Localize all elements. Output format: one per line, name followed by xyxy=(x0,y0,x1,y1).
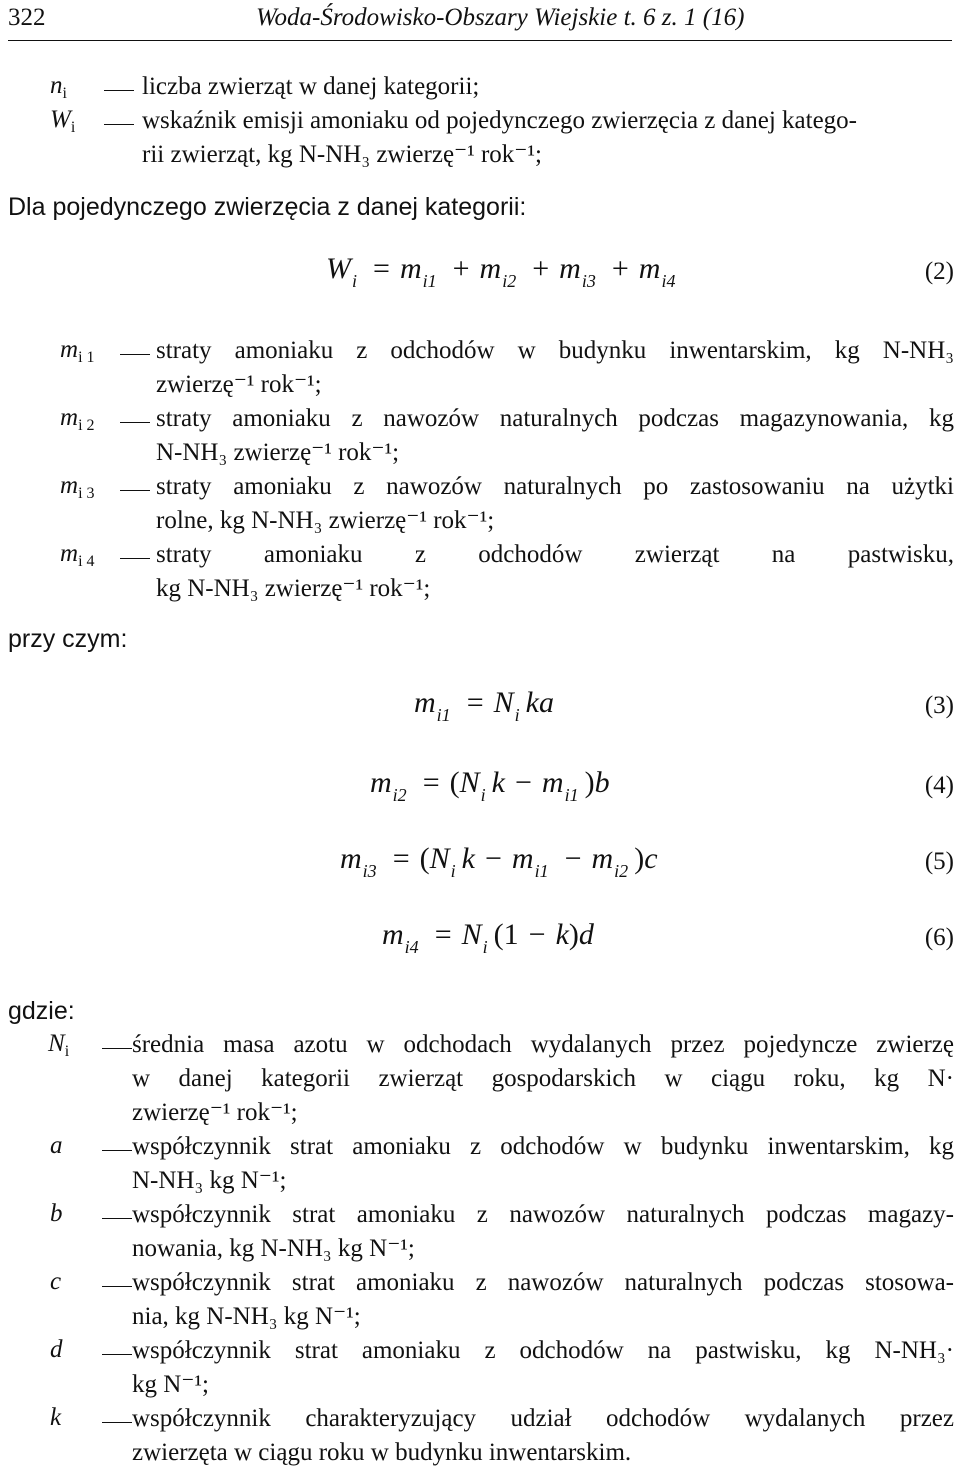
symbol-w-i: $W_i$ xyxy=(50,106,76,136)
dash xyxy=(120,422,150,423)
symbol-n-i: $n_i$ xyxy=(50,72,67,102)
symbol-n-i-cap: $N_i$ xyxy=(48,1030,70,1060)
equation-5: $m_{i3} = (N_i$ $k - m_{i1} - m_{i2}$ )c xyxy=(340,842,658,881)
equation-3: $m_{i1} = N_i$ ka xyxy=(414,686,554,725)
def-n-i-cap: średnia masa azotu w odchodach wydalanych przez pojedyncze zwierzę w danej kategorii zwierząt gospodarskich w ciągu roku, kg N· zwierzę⁻¹ rok⁻¹; xyxy=(132,1031,954,1126)
equation-number-6: (6) xyxy=(924,924,954,951)
dash xyxy=(104,124,134,125)
symbol-k: k xyxy=(50,1404,62,1431)
symbol-d: d xyxy=(50,1336,63,1363)
dash xyxy=(102,1048,132,1049)
page-number: 322 xyxy=(8,4,46,31)
gdzie-label: gdzie: xyxy=(8,997,75,1025)
symbol-m-i2: $m_{i 2}$ xyxy=(60,404,95,434)
def-m-i3: straty amoniaku z nawozów naturalnych po zastosowaniu na użytki rolne, kg N-NH₃ zwierzę⁻¹ rok⁻¹; xyxy=(156,473,954,534)
equation-4: $m_{i2} = (N_i$ $k - m_{i1}$ )b xyxy=(370,766,610,805)
przy-czym-label: przy czym: xyxy=(8,625,128,653)
equation-6: $m_{i4} = N_i$ (1 − k)d xyxy=(382,918,594,957)
dash xyxy=(102,1150,132,1151)
def-n-i: liczba zwierząt w danej kategorii; xyxy=(142,73,480,100)
def-m-i2: straty amoniaku z nawozów naturalnych podczas magazynowania, kg N-NH₃ zwierzę⁻¹ rok⁻¹; xyxy=(156,405,954,466)
dash xyxy=(120,354,150,355)
intro-text: Dla pojedynczego zwierzęcia z danej kategorii: xyxy=(8,193,527,221)
symbol-b: b xyxy=(50,1200,63,1227)
dash xyxy=(120,490,150,491)
equation-number-3: (3) xyxy=(924,692,954,719)
symbol-c: c xyxy=(50,1268,62,1295)
dash xyxy=(120,558,150,559)
def-w-i: wskaźnik emisji amoniaku od pojedynczego zwierzęcia z danej katego- rii zwierząt, kg N-NH₃ zwierzę⁻¹ rok⁻¹; xyxy=(142,107,857,168)
journal-title: Woda-Środowisko-Obszary Wiejskie t. 6 z. 1 (16) xyxy=(256,4,745,31)
def-c: współczynnik strat amoniaku z nawozów naturalnych podczas stosowa- nia, kg N-NH₃ kg N⁻¹; xyxy=(132,1269,954,1330)
def-k: współczynnik charakteryzujący udział odchodów wydalanych przez zwierzęta w ciągu roku w budynku inwentarskim. xyxy=(132,1405,954,1466)
symbol-m-i4: $m_{i 4}$ xyxy=(60,540,95,570)
header-rule xyxy=(8,40,952,41)
equation-number-4: (4) xyxy=(924,772,954,799)
dash xyxy=(102,1286,132,1287)
def-m-i1: straty amoniaku z odchodów w budynku inwentarskim, kg N-NH₃ zwierzę⁻¹ rok⁻¹; xyxy=(156,337,954,398)
equation-number-2: (2) xyxy=(924,258,954,285)
equation-2: $W_i = m_{i1} + m_{i2} + m_{i3} + m_{i4}$ xyxy=(326,252,676,291)
def-a: współczynnik strat amoniaku z odchodów w budynku inwentarskim, kg N-NH₃ kg N⁻¹; xyxy=(132,1133,954,1194)
equation-number-5: (5) xyxy=(924,848,954,875)
dash xyxy=(102,1422,132,1423)
symbol-m-i3: $m_{i 3}$ xyxy=(60,472,95,502)
def-m-i4: straty amoniaku z odchodów zwierząt na pastwisku, kg N-NH₃ zwierzę⁻¹ rok⁻¹; xyxy=(156,541,954,602)
dash xyxy=(102,1354,132,1355)
symbol-m-i1: $m_{i 1}$ xyxy=(60,336,95,366)
def-b: współczynnik strat amoniaku z nawozów naturalnych podczas magazy- nowania, kg N-NH₃ kg N⁻¹; xyxy=(132,1201,954,1262)
dash xyxy=(104,90,134,91)
dash xyxy=(102,1218,132,1219)
symbol-a: a xyxy=(50,1132,63,1159)
def-d: współczynnik strat amoniaku z odchodów na pastwisku, kg N-NH₃· kg N⁻¹; xyxy=(132,1337,954,1398)
